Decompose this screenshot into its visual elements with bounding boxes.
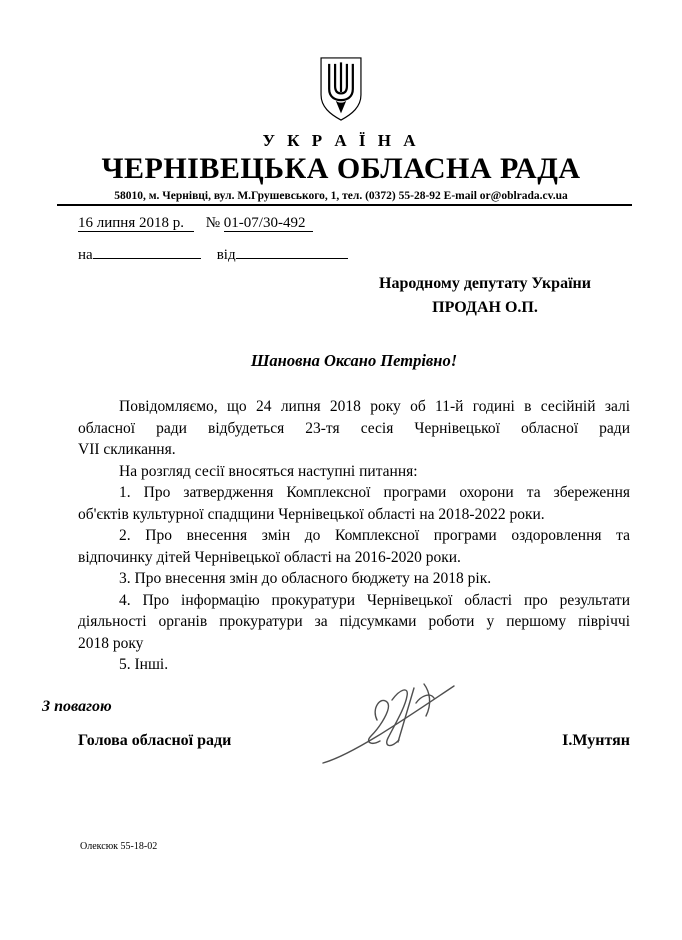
on-blank-field — [93, 244, 201, 259]
body-line: Повідомляємо, що 24 липня 2018 року об 11-й годині в сесійній залі — [119, 398, 630, 415]
recipient-block — [360, 272, 610, 320]
reference-row — [78, 215, 630, 232]
body-line: 2018 року — [78, 634, 144, 652]
recipient-line-2: ПРОДАН О.П. — [432, 299, 538, 316]
body-line: VII скликання. — [78, 441, 176, 458]
from-blank-field — [236, 244, 348, 259]
body-line: 3. Про внесення змін до обласного бюджету на 2018 рік. — [119, 570, 492, 587]
body-text — [78, 396, 630, 676]
header-rule — [57, 204, 632, 206]
body-line: діяльності органів прокуратури за підсумками роботи у першому півріччі — [78, 613, 630, 630]
body-line: обласної ради відбудеться 23-тя сесія Чернівецької обласної ради — [78, 419, 630, 437]
country-name: У К Р А Ї Н А — [262, 131, 420, 150]
number-label: № — [205, 215, 221, 231]
letterhead — [0, 0, 682, 206]
on-label: на — [78, 247, 93, 263]
organization-title: ЧЕРНІВЕЦЬКА ОБЛАСНА РАДА — [101, 152, 581, 185]
footer-executor: Олексюк 55-18-02 — [80, 841, 158, 852]
from-label: від — [216, 247, 236, 263]
document-date: 16 липня 2018 р. — [78, 215, 194, 232]
organization-address: 58010, м. Чернівці, вул. М.Грушевського, 1, тел. (0372) 55-28-92 E-mail or@oblrada.cv.ua — [114, 190, 568, 202]
document-number: 01-07/30-492 — [224, 215, 314, 232]
body-line: 1. Про затвердження Комплексної програми охорони та збереження — [119, 484, 630, 501]
body-line: 5. Інші. — [119, 656, 169, 673]
signer-name: І.Мунтян — [562, 731, 630, 749]
closing-regards: З повагою — [42, 697, 112, 715]
signature-image — [320, 670, 460, 773]
body-line: 4. Про інформацію прокуратури Чернівецької області про результати — [119, 591, 630, 609]
salutation: Шановна Оксано Петрівно! — [250, 351, 458, 370]
on-from-row — [78, 244, 630, 264]
signer-position: Голова обласної ради — [78, 731, 232, 749]
body-line: На розгляд сесії вносяться наступні питання: — [119, 462, 418, 480]
recipient-line-1: Народному депутату України — [379, 275, 591, 292]
body-line: 2. Про внесення змін до Комплексної програми оздоровлення та — [119, 527, 630, 544]
ukraine-trident-shield-icon — [318, 55, 364, 123]
body-line: відпочинку дітей Чернівецької області на 2016-2020 роки. — [78, 548, 461, 566]
body-line: об'єктів культурної спадщини Чернівецької області на 2018-2022 роки. — [78, 505, 545, 523]
